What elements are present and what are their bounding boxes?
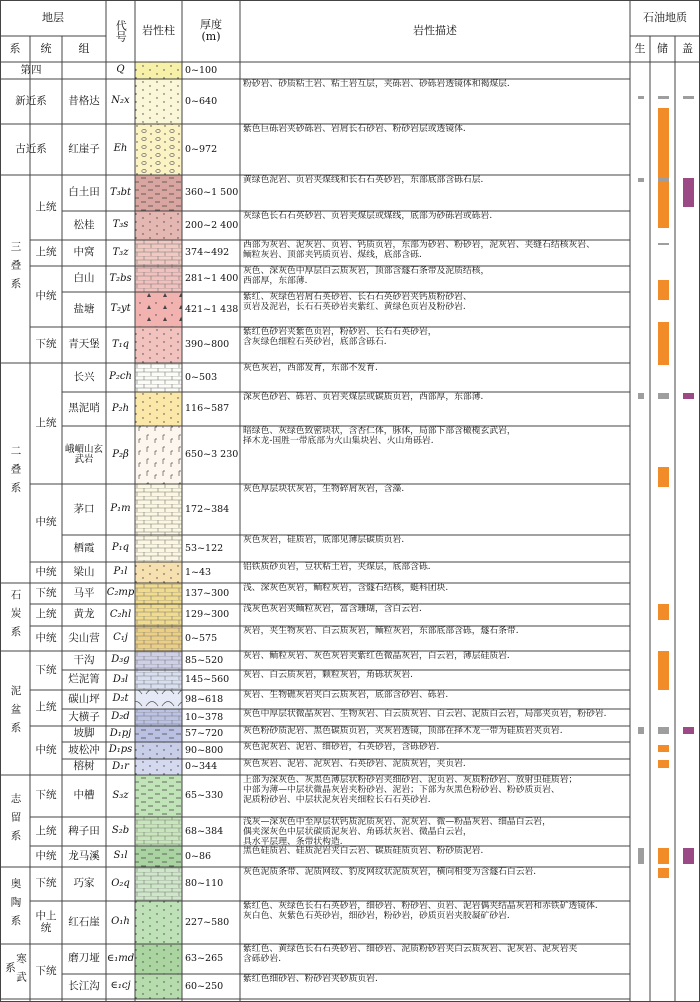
thickness-value: 200~2 400 bbox=[185, 219, 239, 231]
formation-code: D₂d bbox=[111, 711, 130, 723]
thickness-value: 650~3 230 bbox=[185, 449, 239, 461]
reservoir-bar bbox=[658, 760, 669, 768]
lithology-description bbox=[240, 651, 630, 670]
header-source: 生 bbox=[634, 42, 646, 56]
group-name: 龙马溪 bbox=[68, 849, 100, 862]
formation-code: C₁j bbox=[113, 632, 128, 644]
description-line: 具水平层理、条带状构造. bbox=[243, 837, 343, 846]
formation-code: S₃z bbox=[112, 789, 129, 801]
description-line: 鲕粒灰岩、顶部夹钙质页岩、煤线，底部含砾. bbox=[243, 250, 422, 261]
thickness-value: 374~492 bbox=[185, 247, 230, 259]
lithology-block bbox=[135, 484, 182, 535]
formation-code: C₂mp bbox=[106, 587, 135, 599]
lithology-description bbox=[240, 240, 630, 266]
lithology-description bbox=[240, 363, 630, 392]
reservoir-bar bbox=[658, 280, 669, 300]
source-bar bbox=[638, 727, 644, 734]
lithology-block bbox=[135, 583, 182, 604]
lithology-description bbox=[240, 775, 630, 817]
cap-bar bbox=[683, 96, 694, 99]
thickness-value: 68~384 bbox=[185, 825, 224, 837]
thickness-value: 137~300 bbox=[185, 587, 230, 599]
header-petroleum: 石油地质 bbox=[643, 11, 687, 25]
description-line: 紫红色、黄绿色长石石英砂岩、细砂岩、泥质粉砂岩夹白云质灰岩、泥灰岩、泥灰岩夹 bbox=[243, 944, 578, 954]
group-name: 昔格达 bbox=[68, 94, 100, 107]
lithology-block bbox=[135, 363, 182, 392]
lithology-description bbox=[240, 292, 630, 327]
description-line: 灰色中厚层状微晶灰岩、生物灰岩、白云质灰岩、白云岩、泥质白云岩，局部夹页岩，粉砂岩. bbox=[243, 709, 607, 719]
formation-code: P₂β bbox=[112, 448, 129, 460]
lithology-description bbox=[240, 79, 630, 124]
group-name: 大横子 bbox=[68, 710, 100, 723]
thickness-value: 145~560 bbox=[185, 674, 230, 686]
header-group: 组 bbox=[78, 42, 90, 56]
lithology-block bbox=[135, 817, 182, 846]
series-label: 中统 bbox=[35, 565, 57, 578]
formation-code: P₂h bbox=[111, 402, 130, 414]
header-system: 系 bbox=[9, 42, 21, 56]
description-line: 紫红色、灰绿色长石石英砂岩，细砂岩、粉砂岩、页岩、泥岩偶夹结晶灰岩和赤铁矿透镜体. bbox=[243, 901, 598, 911]
group-name: 长江沟 bbox=[68, 979, 100, 992]
lithology-description bbox=[240, 817, 630, 846]
description-line: 泥质粉砂岩、中层状泥灰岩夹细粒长石石英砂岩. bbox=[243, 795, 431, 806]
lithology-block bbox=[135, 327, 182, 363]
formation-code: S₁l bbox=[113, 850, 128, 862]
system-label: 志留系 bbox=[9, 793, 22, 849]
group-name: 马平 bbox=[73, 586, 95, 599]
series-label: 中统 bbox=[35, 516, 57, 529]
thickness-value: 98~618 bbox=[185, 693, 224, 705]
description-line: 浅灰—深灰色中至厚层状钙质泥质灰岩、泥灰岩、微—粉晶灰岩、细晶白云岩， bbox=[243, 817, 551, 827]
formation-code: O₁h bbox=[111, 916, 130, 928]
thickness-value: 0~972 bbox=[185, 143, 218, 155]
group-name: 烂泥箐 bbox=[68, 673, 100, 686]
description-line: 灰色灰岩，硅质岩，底部见薄层碳质页岩. bbox=[243, 535, 405, 545]
description-line: 深灰色砂岩、砾岩、页岩夹煤层或碳质页岩，西部厚，东部薄. bbox=[243, 392, 484, 402]
description-line: 紫红色细砂岩、粉砂岩夹砂质页岩. bbox=[243, 974, 378, 984]
reservoir-bar bbox=[658, 651, 669, 690]
lithology-description bbox=[240, 426, 630, 484]
thickness-value: 1~43 bbox=[185, 566, 212, 578]
thickness-value: 85~520 bbox=[185, 654, 224, 666]
group-name: 白山 bbox=[73, 272, 95, 285]
formation-code: P₁m bbox=[110, 503, 131, 515]
group-name: 栖霞 bbox=[73, 541, 95, 554]
series-label: 上统 bbox=[35, 608, 57, 621]
lithology-block bbox=[135, 690, 182, 709]
group-name: 白土田 bbox=[68, 186, 100, 199]
lithology-block bbox=[135, 626, 182, 651]
thickness-value: 57~720 bbox=[185, 728, 224, 740]
lithology-block bbox=[135, 775, 182, 817]
lithology-description bbox=[240, 62, 630, 79]
lithology-description bbox=[240, 604, 630, 626]
description-line: 含灰绿色细粒石英砂岩，底部含砾石. bbox=[243, 337, 387, 348]
lithology-description bbox=[240, 484, 630, 535]
cap-bar bbox=[683, 848, 694, 864]
series-label: 上统 bbox=[35, 824, 57, 837]
reservoir-bar bbox=[658, 848, 669, 864]
formation-code: Q bbox=[116, 64, 125, 76]
description-line: 上部为深灰色、灰黑色薄层状粉砂岩夹细砂岩、泥页岩、灰质粉砂岩、放射虫硅质岩； bbox=[243, 775, 578, 785]
lithology-block bbox=[135, 974, 182, 999]
description-line: 偶夹深灰色中层状碳质泥灰岩、角砾状灰岩、微晶白云岩， bbox=[243, 827, 472, 838]
source-bar bbox=[638, 393, 644, 399]
group-name: 红石崖 bbox=[68, 915, 100, 928]
description-line: 灰岩、白云质灰岩，颗粒灰岩，角砾状灰岩. bbox=[243, 670, 413, 680]
formation-code: P₁l bbox=[113, 566, 128, 578]
thickness-value: 360~1 500 bbox=[185, 187, 239, 199]
system-label: 泥盆系 bbox=[9, 685, 22, 741]
reservoir-bar bbox=[658, 243, 669, 245]
lithology-description bbox=[240, 175, 630, 211]
lithology-description bbox=[240, 392, 630, 426]
lithology-block bbox=[135, 124, 182, 175]
thickness-value: 227~580 bbox=[185, 916, 230, 928]
description-line: 浅灰色灰岩夹鲕粒灰岩，富含珊瑚，含白云岩. bbox=[243, 604, 422, 614]
reservoir-bar bbox=[658, 393, 669, 399]
lithology-block bbox=[135, 944, 182, 974]
lithology-description bbox=[240, 944, 630, 974]
description-line: 粉砂岩、砂质粘土岩、粘土岩互层，夹砾岩、砂砾岩透镜体和褐煤层. bbox=[243, 79, 510, 89]
formation-code: ∈₁md bbox=[106, 952, 135, 964]
lithology-description bbox=[240, 583, 630, 604]
lithology-block bbox=[135, 759, 182, 775]
thickness-value: 172~384 bbox=[185, 503, 230, 515]
thickness-value: 0~640 bbox=[185, 95, 218, 107]
lithology-description bbox=[240, 327, 630, 363]
reservoir-bar bbox=[658, 727, 669, 734]
thickness-value: 10~378 bbox=[185, 711, 224, 723]
reservoir-bar bbox=[658, 467, 669, 487]
thickness-value: 390~800 bbox=[185, 339, 230, 351]
reservoir-bar bbox=[658, 604, 669, 620]
description-line: 灰绿色长石石英砂岩、页岩夹煤层或煤线，底部为砂砾岩或砾岩. bbox=[243, 211, 493, 221]
group-name: 长兴 bbox=[73, 370, 95, 383]
description-line: 含砾砂岩. bbox=[243, 954, 281, 965]
lithology-block bbox=[135, 79, 182, 124]
header-lithology-column: 岩性柱 bbox=[142, 24, 175, 38]
thickness-value: 53~122 bbox=[185, 542, 224, 554]
system-label: 新近系 bbox=[15, 94, 47, 107]
thickness-value: 60~250 bbox=[185, 980, 224, 992]
thickness-value: 90~800 bbox=[185, 744, 224, 756]
description-line: 灰色灰岩，西部发育，东部不发育. bbox=[243, 363, 378, 373]
lithology-description bbox=[240, 759, 630, 775]
description-line: 中部为薄—中层状微晶灰岩夹粉砂岩、泥岩；下部为灰黑色粉砂岩、粉砂质页岩、 bbox=[243, 785, 560, 796]
formation-code: O₂q bbox=[111, 877, 130, 889]
system-label: 三叠系 bbox=[9, 241, 22, 297]
formation-code: ∈₁cj bbox=[110, 980, 131, 992]
lithology-block bbox=[135, 266, 182, 292]
description-line: 铝铁质砂页岩，豆状粘土岩，夹煤层，底部含砾. bbox=[243, 562, 431, 572]
lithology-block bbox=[135, 846, 182, 867]
source-bar bbox=[638, 96, 644, 99]
formation-code: P₂ch bbox=[109, 371, 132, 383]
lithology-block bbox=[135, 709, 182, 726]
reservoir-bar bbox=[658, 868, 669, 878]
group-name: 巧家 bbox=[73, 877, 95, 890]
lithology-block bbox=[135, 562, 182, 583]
lithology-description bbox=[240, 690, 630, 709]
thickness-value: 281~1 400 bbox=[185, 273, 239, 285]
thickness-value: 0~86 bbox=[185, 850, 212, 862]
description-line: 紫红、灰绿色岩屑石英砂岩、长石石英砂岩夹钙质粉砂岩、 bbox=[243, 292, 472, 302]
lithology-block bbox=[135, 535, 182, 562]
thickness-value: 421~1 438 bbox=[185, 303, 239, 315]
header-stratum: 地层 bbox=[42, 11, 64, 25]
lithology-block bbox=[135, 670, 182, 690]
series-label: 下统 bbox=[35, 964, 57, 977]
system-label: 奥陶系 bbox=[9, 877, 22, 934]
group-name: 青天堡 bbox=[68, 338, 100, 351]
group-name: 尖山营 bbox=[68, 631, 100, 644]
group-name: 盐塘 bbox=[73, 302, 95, 315]
formation-code: T₂yt bbox=[110, 303, 131, 315]
description-line: 灰色粉砂质泥岩、黑色碳质页岩，夹灰岩透镜，顶部在择木龙一带为硅质岩夹页岩. bbox=[243, 726, 563, 736]
reservoir-bar bbox=[658, 178, 669, 182]
thickness-value: 0~100 bbox=[185, 64, 218, 76]
system-label: 古近系 bbox=[15, 142, 47, 155]
lithology-description bbox=[240, 726, 630, 742]
group-name: 峨嵋山玄武岩 bbox=[65, 444, 104, 465]
formation-code: D₁r bbox=[112, 760, 129, 772]
group-name: 坡松冲 bbox=[68, 743, 100, 756]
reservoir-bar bbox=[658, 108, 669, 228]
description-line: 页岩及泥岩，长石石英砂岩夹紫红、黄绿色页岩及粉砂岩. bbox=[243, 302, 466, 313]
cap-bar bbox=[683, 178, 694, 207]
lithology-description bbox=[240, 626, 630, 651]
reservoir-bar bbox=[658, 96, 669, 99]
description-line: 灰岩、鲕粒灰岩、灰色灰岩夹紫红色微晶灰岩，白云岩，薄层硅质岩. bbox=[243, 651, 510, 661]
description-line: 紫色巨砾岩夹砂砾岩、岩屑长石砂岩、粉砂岩层或透镜体. bbox=[243, 124, 466, 134]
group-name: 中窝 bbox=[73, 246, 95, 259]
series-label: 中统 bbox=[35, 631, 57, 644]
thickness-value: 0~344 bbox=[185, 761, 218, 773]
description-line: 浅、深灰色灰岩，鲕粒灰岩，含燧石结核，蜓科团块. bbox=[243, 583, 449, 593]
lithology-block bbox=[135, 211, 182, 240]
lithology-description bbox=[240, 974, 630, 999]
series-label: 下统 bbox=[35, 877, 57, 890]
lithology-description bbox=[240, 709, 630, 726]
series-label: 下统 bbox=[35, 586, 57, 599]
series-label: 上统 bbox=[35, 416, 57, 429]
description-line: 灰白色、灰紫色石英砂岩，细砂岩，粉砂岩，砂质页岩夹胶凝矿砂岩. bbox=[243, 911, 510, 922]
header-reservoir: 储 bbox=[657, 42, 668, 56]
group-name: 稗子田 bbox=[68, 824, 100, 837]
description-line: 西部厚，东部薄. bbox=[243, 276, 308, 287]
description-line: 暗绿色、灰绿色致密块状，含杏仁体，脉体，局部下部含橄榄玄武岩， bbox=[243, 426, 516, 436]
lithology-description bbox=[240, 901, 630, 944]
series-label: 上统 bbox=[35, 246, 57, 259]
series-label: 中上统 bbox=[35, 910, 57, 934]
group-name: 榕树 bbox=[73, 760, 95, 773]
formation-code: D₃l bbox=[112, 673, 129, 685]
group-name: 干沟 bbox=[73, 653, 95, 666]
group-name: 坡脚 bbox=[73, 727, 95, 740]
formation-code: T₃z bbox=[112, 246, 129, 258]
reservoir-bar bbox=[658, 745, 669, 752]
lithology-block bbox=[135, 62, 182, 79]
group-name: 磨刀垭 bbox=[68, 952, 100, 965]
source-bar bbox=[638, 848, 644, 864]
lithology-description bbox=[240, 846, 630, 867]
group-name: 茅口 bbox=[73, 502, 95, 515]
group-name: 松桂 bbox=[73, 218, 95, 231]
group-name: 碳山坪 bbox=[68, 692, 100, 705]
lithology-description bbox=[240, 867, 630, 901]
reservoir-bar bbox=[658, 322, 669, 365]
lithology-block bbox=[135, 901, 182, 944]
formation-code: D₁ps bbox=[108, 744, 133, 756]
thickness-value: 80~110 bbox=[185, 878, 224, 890]
formation-code: D₃g bbox=[111, 654, 130, 666]
description-line: 灰色泥质条带、泥质网纹、豹皮网纹状泥质灰岩，横向相变为含燧石白云岩. bbox=[243, 867, 537, 877]
description-line: 灰岩、生物礁灰岩夹白云质灰岩，底部含砂岩、砾岩. bbox=[243, 690, 449, 700]
header-cap: 盖 bbox=[682, 42, 693, 56]
lithology-description bbox=[240, 535, 630, 562]
lithology-block bbox=[135, 240, 182, 266]
source-bar bbox=[638, 178, 644, 182]
system-label: 寒武系 bbox=[4, 953, 28, 990]
thickness-value: 129~300 bbox=[185, 609, 230, 621]
thickness-value: 63~265 bbox=[185, 953, 224, 965]
system-label: 石炭系 bbox=[9, 589, 22, 645]
formation-code: P₁q bbox=[111, 542, 130, 554]
lithology-block bbox=[135, 726, 182, 742]
thickness-value: 116~587 bbox=[185, 403, 230, 415]
formation-code: T₃s bbox=[112, 219, 129, 231]
formation-code: T₂bs bbox=[109, 272, 132, 284]
group-name: 黄龙 bbox=[73, 608, 95, 621]
lithology-block bbox=[135, 604, 182, 626]
series-label: 中统 bbox=[35, 849, 57, 862]
group-name: 红崖子 bbox=[68, 142, 100, 155]
group-name: 中槽 bbox=[73, 789, 95, 802]
lithology-block bbox=[135, 742, 182, 759]
cap-bar bbox=[683, 393, 694, 399]
thickness-value: 65~330 bbox=[185, 790, 224, 802]
formation-code: D₁pj bbox=[109, 727, 132, 739]
lithology-description bbox=[240, 742, 630, 759]
formation-code: S₂b bbox=[111, 825, 130, 837]
system-label: 第四 bbox=[20, 63, 42, 76]
lithology-description bbox=[240, 266, 630, 292]
description-line: 黄绿色泥岩、页岩夹煤线和长石石英砂岩，东部底部含砾石层. bbox=[243, 175, 484, 185]
cap-bar bbox=[683, 727, 694, 734]
header-thickness: 厚度(m) bbox=[200, 18, 222, 43]
description-line: 灰色灰岩、泥岩、泥灰岩、石英砂岩、泥质灰岩，夹页岩. bbox=[243, 759, 466, 769]
description-line: 灰色、深灰色中厚层白云质灰岩，顶部含燧石条带及泥质结核， bbox=[243, 266, 490, 276]
group-name: 梁山 bbox=[73, 565, 95, 578]
header-series: 统 bbox=[40, 42, 52, 56]
description-line: 西部为灰岩、泥灰岩、页岩、钙质页岩，东部为砂岩、粉砂岩，泥灰岩、夹缝石结核灰岩、 bbox=[243, 240, 595, 250]
series-label: 下统 bbox=[35, 663, 57, 676]
formation-code: T₃bt bbox=[109, 186, 132, 198]
description-line: 择木龙-国胜一带底部为火山集块岩、火山角砾岩. bbox=[243, 436, 434, 447]
system-label: 二叠系 bbox=[9, 445, 22, 501]
lithology-description bbox=[240, 124, 630, 175]
series-label: 中统 bbox=[35, 289, 57, 302]
lithology-block bbox=[135, 867, 182, 901]
lithology-description bbox=[240, 562, 630, 583]
header-description: 岩性描述 bbox=[413, 24, 457, 38]
group-name: 黑泥哨 bbox=[68, 402, 100, 415]
thickness-value: 0~575 bbox=[185, 632, 218, 644]
header-code: 代号 bbox=[114, 20, 128, 42]
lithology-description bbox=[240, 211, 630, 240]
formation-code: D₂t bbox=[112, 693, 129, 705]
formation-code: N₂x bbox=[111, 95, 130, 107]
formation-code: Eh bbox=[113, 143, 128, 155]
series-label: 中统 bbox=[35, 743, 57, 756]
thickness-value: 0~503 bbox=[185, 371, 218, 383]
lithology-block bbox=[135, 651, 182, 670]
description-line: 黑色硅质岩、硅质泥岩夹白云岩、碳质硅质页岩、粉砂质泥岩. bbox=[243, 846, 484, 856]
description-line: 灰岩，夹生物灰岩、白云质灰岩，鲕粒灰岩，东部底部含砾，燧石条带. bbox=[243, 626, 519, 636]
formation-code: T₁q bbox=[111, 338, 130, 350]
formation-code: C₂hl bbox=[109, 608, 132, 620]
description-line: 灰色泥灰岩、泥岩、细砂岩，石英砂岩，含砾砂岩. bbox=[243, 742, 440, 752]
series-label: 上统 bbox=[35, 200, 57, 213]
description-line: 紫红色砂岩夹紫色页岩，粉砂岩、长石石英砂岩， bbox=[243, 327, 437, 337]
series-label: 下统 bbox=[35, 338, 57, 351]
series-label: 下统 bbox=[35, 789, 57, 802]
series-label: 上统 bbox=[35, 701, 57, 714]
lithology-block bbox=[135, 292, 182, 327]
lithology-block bbox=[135, 175, 182, 211]
lithology-block bbox=[135, 392, 182, 426]
description-line: 灰色厚层块状灰岩，生物碎屑灰岩，含藻. bbox=[243, 484, 405, 494]
lithology-block bbox=[135, 426, 182, 484]
lithology-description bbox=[240, 670, 630, 690]
